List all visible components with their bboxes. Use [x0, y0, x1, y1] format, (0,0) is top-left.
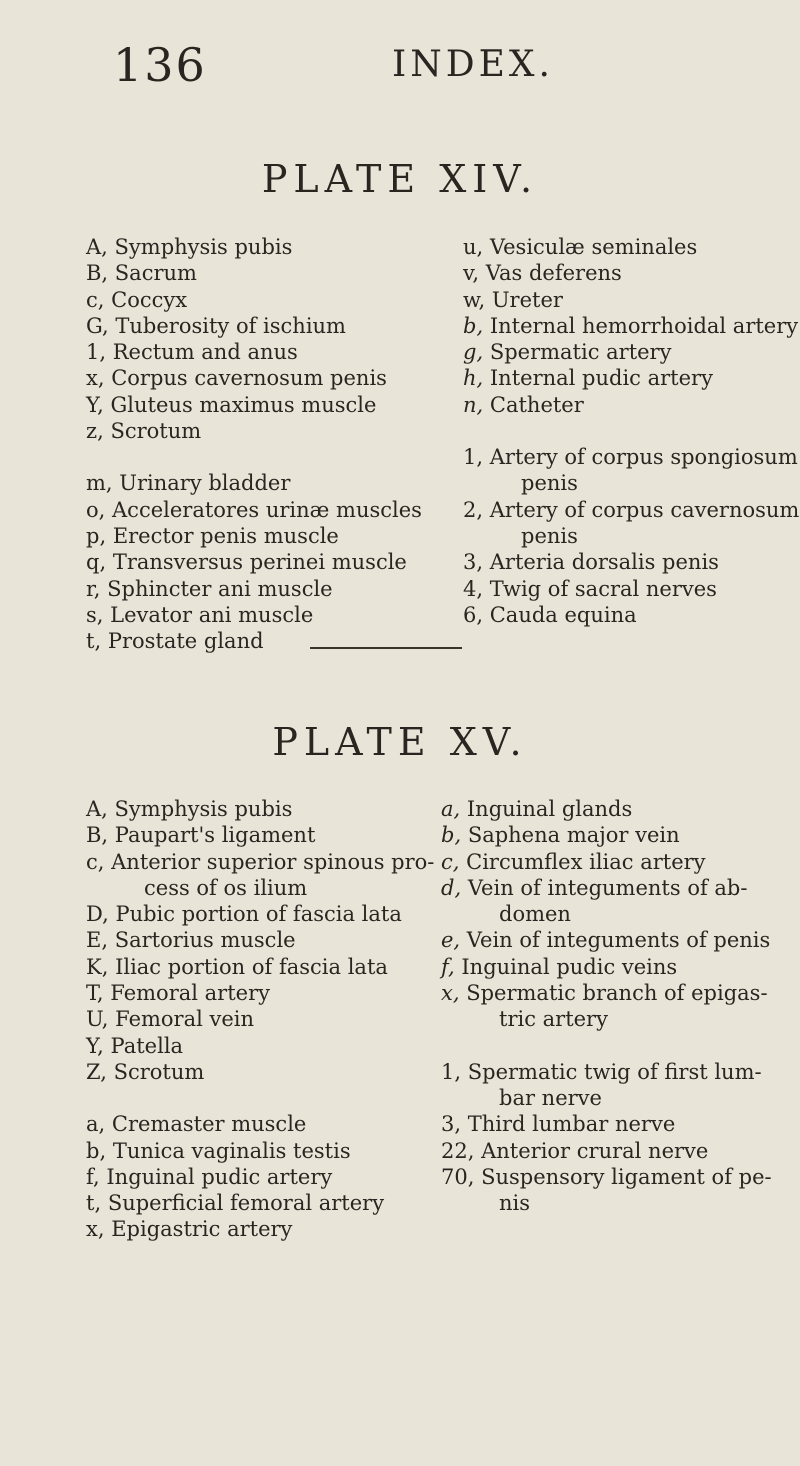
list-item: d, Vein of integuments of ab-: [441, 875, 748, 900]
list-item: u, Vesiculæ seminales: [463, 235, 698, 259]
plate-15-title: PLATE XV.: [272, 720, 528, 764]
list-item: x, Epigastric artery: [86, 1217, 293, 1242]
list-item: a, Cremaster muscle: [86, 1112, 307, 1137]
list-item: w, Ureter: [463, 287, 563, 312]
list-item: m, Urinary bladder: [86, 471, 291, 496]
list-item: o, Acceleratores urinæ muscles: [86, 497, 422, 522]
section-divider: [310, 647, 462, 649]
plate-14-right-column: [463, 234, 799, 628]
list-item: E, Sartorius muscle: [86, 928, 296, 953]
list-item-continuation: bar nerve: [499, 1085, 602, 1110]
list-item-continuation: penis: [521, 471, 578, 496]
plate-14-title: PLATE XIV.: [261, 157, 539, 201]
list-item: 6, Cauda equina: [463, 602, 637, 627]
list-item: h, Internal pudic artery: [463, 366, 713, 391]
list-item: p, Erector penis muscle: [86, 523, 339, 548]
list-item: 3, Arteria dorsalis penis: [463, 550, 719, 575]
list-item: 70, Suspensory ligament of pe-: [441, 1164, 772, 1189]
list-item-continuation: tric artery: [499, 1007, 608, 1032]
list-item: G, Tuberosity of ischium: [86, 313, 346, 338]
list-item: x, Spermatic branch of epigas-: [441, 981, 768, 1006]
list-item: Y, Patella: [86, 1033, 184, 1058]
running-head: INDEX.: [392, 44, 554, 85]
list-item: 1, Rectum and anus: [86, 340, 298, 365]
list-item-continuation: penis: [521, 523, 578, 548]
list-item: D, Pubic portion of fascia lata: [86, 902, 402, 927]
list-item: K, Iliac portion of fascia lata: [86, 954, 388, 979]
plate-14-left-column: [86, 234, 422, 654]
list-item: t, Superficial femoral artery: [86, 1191, 385, 1216]
list-item: v, Vas deferens: [463, 261, 622, 286]
list-item: 22, Anterior crural nerve: [441, 1138, 709, 1163]
plate-15-right-column: [441, 796, 772, 1216]
list-item: B, Sacrum: [86, 261, 197, 286]
list-item: T, Femoral artery: [86, 981, 270, 1006]
list-item: n, Catheter: [463, 392, 584, 417]
list-item: f, Inguinal pudic artery: [86, 1164, 333, 1189]
list-item: b, Tunica vaginalis testis: [86, 1138, 351, 1163]
list-item: c, Coccyx: [86, 287, 188, 312]
list-item: A, Symphysis pubis: [86, 235, 293, 259]
list-item: b, Internal hemorrhoidal artery: [463, 313, 799, 338]
list-item-continuation: cess of os ilium: [144, 875, 308, 900]
list-item: t, Prostate gland: [86, 629, 264, 654]
list-item: s, Levator ani muscle: [86, 602, 314, 627]
list-item: U, Femoral vein: [86, 1007, 255, 1032]
list-item: r, Sphincter ani muscle: [86, 576, 333, 601]
page-number: 136: [113, 38, 207, 92]
list-item: z, Scrotum: [86, 419, 202, 444]
list-item: q, Transversus perinei muscle: [86, 550, 407, 575]
list-item: f, Inguinal pudic veins: [441, 954, 678, 979]
list-item: Z, Scrotum: [86, 1059, 205, 1084]
list-item: 3, Third lumbar nerve: [441, 1112, 676, 1137]
list-item-continuation: nis: [499, 1191, 531, 1216]
list-item-continuation: domen: [499, 902, 571, 927]
list-item: b, Saphena major vein: [441, 823, 680, 848]
list-item: e, Vein of integuments of penis: [441, 928, 771, 953]
list-item: c, Anterior superior spinous pro-: [86, 849, 435, 874]
list-item: 1, Artery of corpus spongiosum: [463, 445, 798, 470]
list-item: 1, Spermatic twig of first lum-: [441, 1059, 762, 1084]
list-item: g, Spermatic artery: [463, 340, 672, 365]
list-item: a, Inguinal glands: [441, 797, 633, 821]
list-item: 4, Twig of sacral nerves: [463, 576, 717, 601]
list-item: 2, Artery of corpus cavernosum: [463, 497, 800, 522]
list-item: B, Paupart's ligament: [86, 823, 316, 848]
list-item: x, Corpus cavernosum penis: [86, 366, 387, 391]
list-item: A, Symphysis pubis: [86, 797, 293, 821]
plate-15-left-column: [86, 796, 434, 1243]
list-item: c, Circumflex iliac artery: [441, 849, 706, 874]
list-item: Y, Gluteus maximus muscle: [86, 392, 377, 417]
